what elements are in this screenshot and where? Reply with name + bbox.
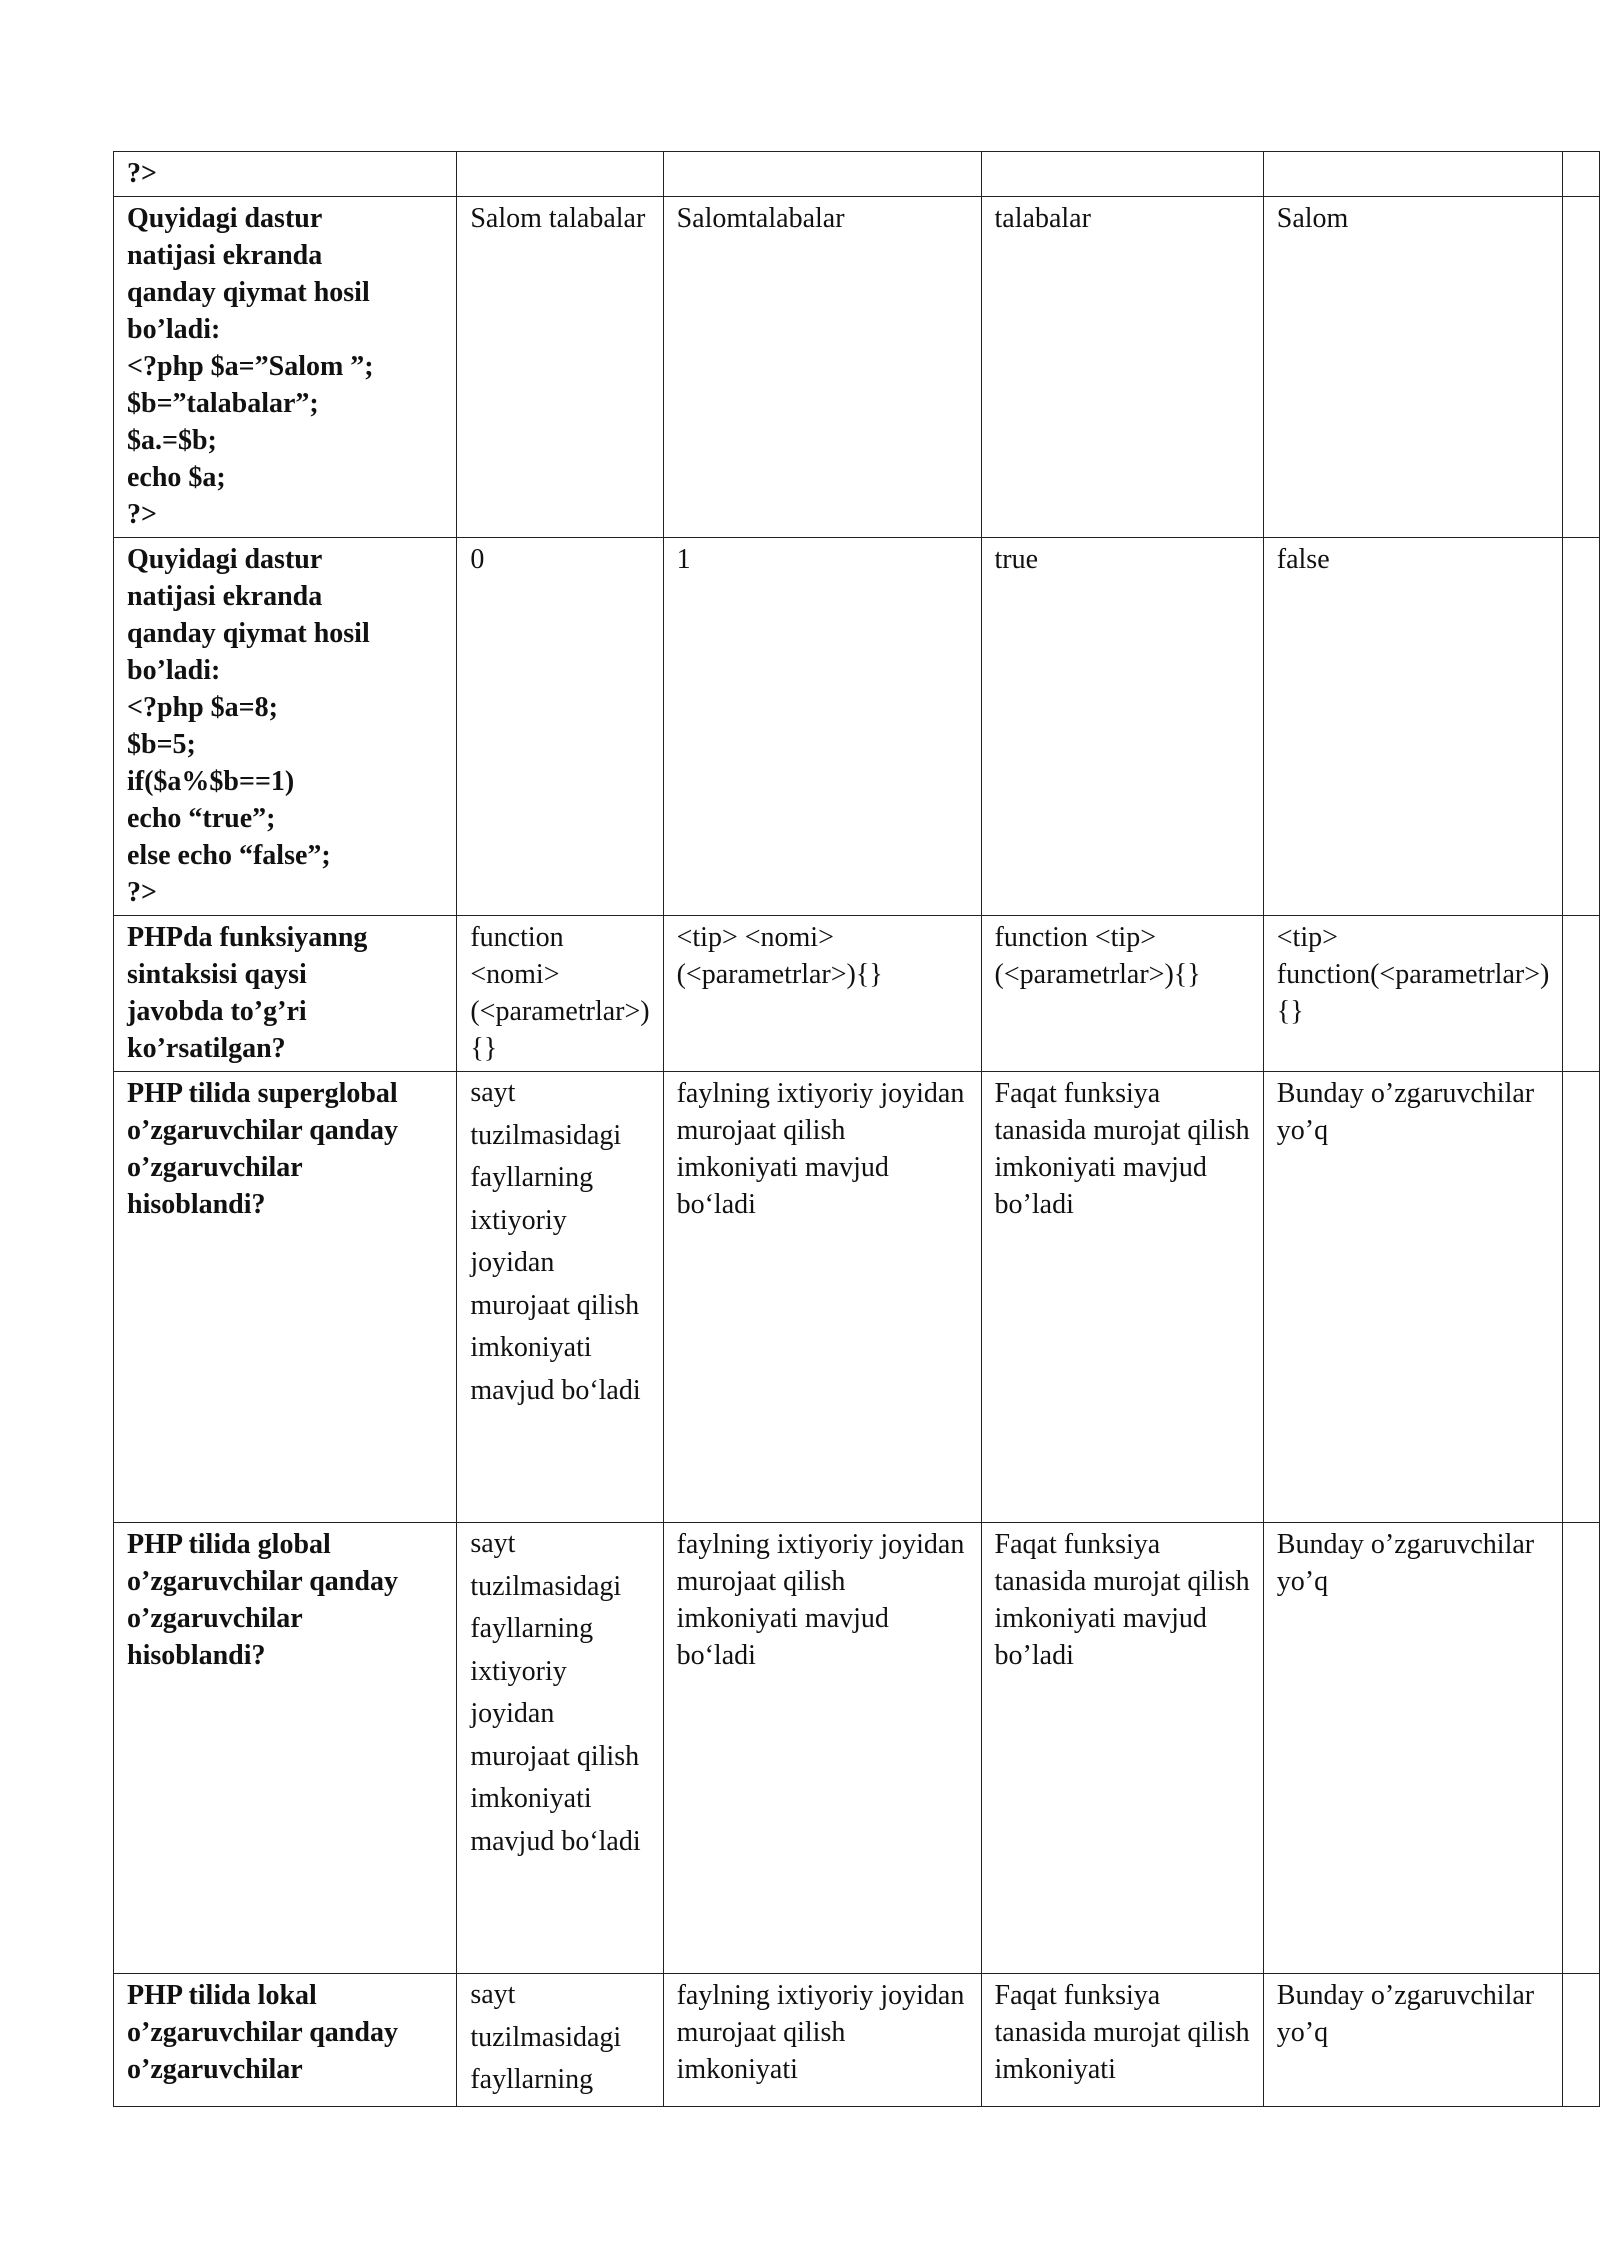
option-cell-d	[1263, 197, 1563, 538]
option-cell-d	[1263, 152, 1563, 197]
option-cell-b	[663, 197, 981, 538]
option-cell-b	[663, 152, 981, 197]
option-text: true	[994, 544, 1039, 575]
table-row	[114, 916, 1600, 1072]
option-cell-a	[457, 1523, 663, 1974]
option-text: <tip> function(<parametrlar>){}	[1276, 922, 1550, 1027]
question-line: o’zgaruvchilar qanday	[127, 1566, 398, 1597]
option-cell-c	[981, 1523, 1263, 1974]
option-cell-a	[457, 916, 663, 1072]
question-line: Quyidagi dastur	[127, 544, 323, 575]
option-text: Faqat funksiya tanasida murojat qilish imkoniyati mavjud bo’ladi	[994, 1529, 1250, 1671]
question-cell	[114, 152, 457, 197]
question-line: o’zgaruvchilar	[127, 1603, 303, 1634]
option-cell-a	[457, 1072, 663, 1523]
option-cell-c	[981, 197, 1263, 538]
question-line: o’zgaruvchilar qanday	[127, 1115, 398, 1146]
question-line: echo $a;	[127, 462, 226, 493]
table-row	[114, 1974, 1600, 2107]
option-cell-e	[1563, 1072, 1600, 1523]
question-cell	[114, 538, 457, 916]
question-line: PHP tilida superglobal	[127, 1078, 398, 1109]
option-cell-e	[1563, 916, 1600, 1072]
question-line: o’zgaruvchilar qanday	[127, 2017, 398, 2048]
question-line: if($a%$b==1)	[127, 766, 295, 797]
table-row	[114, 538, 1600, 916]
option-cell-c	[981, 538, 1263, 916]
question-line: bo’ladi:	[127, 655, 221, 686]
option-text: Bunday o’zgaruvchilar yo’q	[1276, 1078, 1535, 1146]
question-line: natijasi ekranda	[127, 240, 323, 271]
question-cell	[114, 916, 457, 1072]
question-line: sintaksisi qaysi	[127, 959, 307, 990]
question-line: ?>	[127, 499, 157, 530]
option-text: <tip> <nomi>(<parametrlar>){}	[676, 922, 883, 990]
question-cell	[114, 1974, 457, 2107]
question-line: PHP tilida global	[127, 1529, 331, 1560]
option-cell-a	[457, 197, 663, 538]
option-cell-b	[663, 1072, 981, 1523]
question-line: ko’rsatilgan?	[127, 1033, 286, 1064]
option-cell-a	[457, 538, 663, 916]
option-text: 1	[676, 544, 691, 575]
option-cell-e	[1563, 538, 1600, 916]
option-text: Bunday o’zgaruvchilar yo’q	[1276, 1529, 1535, 1597]
question-line: <?php $a=”Salom ”;	[127, 351, 374, 382]
option-cell-c	[981, 152, 1263, 197]
option-text: sayt tuzilmasidagi fayllarning	[470, 1979, 622, 2095]
option-cell-c	[981, 1072, 1263, 1523]
question-line: echo “true”;	[127, 803, 276, 834]
option-cell-b	[663, 1974, 981, 2107]
table-body	[114, 152, 1600, 2107]
question-line: PHPda funksiyanng	[127, 922, 368, 953]
option-text: Salom	[1276, 203, 1349, 234]
question-line: hisoblandi?	[127, 1189, 266, 1220]
question-cell	[114, 197, 457, 538]
option-text: function <tip>(<parametrlar>){}	[994, 922, 1201, 990]
option-text: Bunday o’zgaruvchilar yo’q	[1276, 1980, 1535, 2048]
question-cell	[114, 1072, 457, 1523]
option-text: sayt tuzilmasidagi fayllarning ixtiyoriy joyidan murojaat qilish imkoniyati mavjud bo‘ladi	[470, 1077, 641, 1406]
question-line: o’zgaruvchilar	[127, 2054, 303, 2085]
question-line: qanday qiymat hosil	[127, 618, 370, 649]
option-cell-e	[1563, 1523, 1600, 1974]
option-text: sayt tuzilmasidagi fayllarning ixtiyoriy joyidan murojaat qilish imkoniyati mavjud bo‘ladi	[470, 1528, 641, 1857]
option-text: Salom talabalar	[470, 203, 646, 234]
option-text: false	[1276, 544, 1330, 575]
option-text: function <nomi>(<parametrlar>){}	[470, 922, 650, 1064]
question-line: $b=5;	[127, 729, 196, 760]
option-cell-b	[663, 538, 981, 916]
option-cell-a	[457, 1974, 663, 2107]
question-table	[113, 151, 1600, 2107]
option-cell-e	[1563, 197, 1600, 538]
option-text: faylning ixtiyoriy joyidan murojaat qilish imkoniyati mavjud bo‘ladi	[676, 1078, 965, 1220]
option-text: faylning ixtiyoriy joyidan murojaat qilish imkoniyati	[676, 1980, 965, 2085]
option-cell-d	[1263, 538, 1563, 916]
option-cell-e	[1563, 152, 1600, 197]
question-line: bo’ladi:	[127, 314, 221, 345]
option-cell-d	[1263, 1974, 1563, 2107]
table-row	[114, 197, 1600, 538]
question-line: ?>	[127, 158, 157, 189]
question-line: PHP tilida lokal	[127, 1980, 317, 2011]
option-cell-e	[1563, 1974, 1600, 2107]
question-line: $a.=$b;	[127, 425, 217, 456]
option-cell-a	[457, 152, 663, 197]
table-row	[114, 1523, 1600, 1974]
option-cell-c	[981, 916, 1263, 1072]
question-line: o’zgaruvchilar	[127, 1152, 303, 1183]
option-text: talabalar	[994, 203, 1091, 234]
question-line: Quyidagi dastur	[127, 203, 323, 234]
question-line: javobda to’g’ri	[127, 996, 307, 1027]
question-line: <?php $a=8;	[127, 692, 278, 723]
option-text: Salomtalabalar	[676, 203, 845, 234]
option-cell-b	[663, 1523, 981, 1974]
table-row	[114, 152, 1600, 197]
question-cell	[114, 1523, 457, 1974]
option-cell-d	[1263, 916, 1563, 1072]
question-line: qanday qiymat hosil	[127, 277, 370, 308]
option-text: 0	[470, 544, 485, 575]
option-cell-c	[981, 1974, 1263, 2107]
question-line: $b=”talabalar”;	[127, 388, 319, 419]
option-cell-d	[1263, 1523, 1563, 1974]
option-cell-b	[663, 916, 981, 1072]
option-text: faylning ixtiyoriy joyidan murojaat qilish imkoniyati mavjud bo‘ladi	[676, 1529, 965, 1671]
table-row	[114, 1072, 1600, 1523]
question-line: ?>	[127, 877, 157, 908]
question-line: natijasi ekranda	[127, 581, 323, 612]
option-text: Faqat funksiya tanasida murojat qilish imkoniyati	[994, 1980, 1250, 2085]
question-line: hisoblandi?	[127, 1640, 266, 1671]
question-line: else echo “false”;	[127, 840, 331, 871]
option-cell-d	[1263, 1072, 1563, 1523]
option-text: Faqat funksiya tanasida murojat qilish imkoniyati mavjud bo’ladi	[994, 1078, 1250, 1220]
